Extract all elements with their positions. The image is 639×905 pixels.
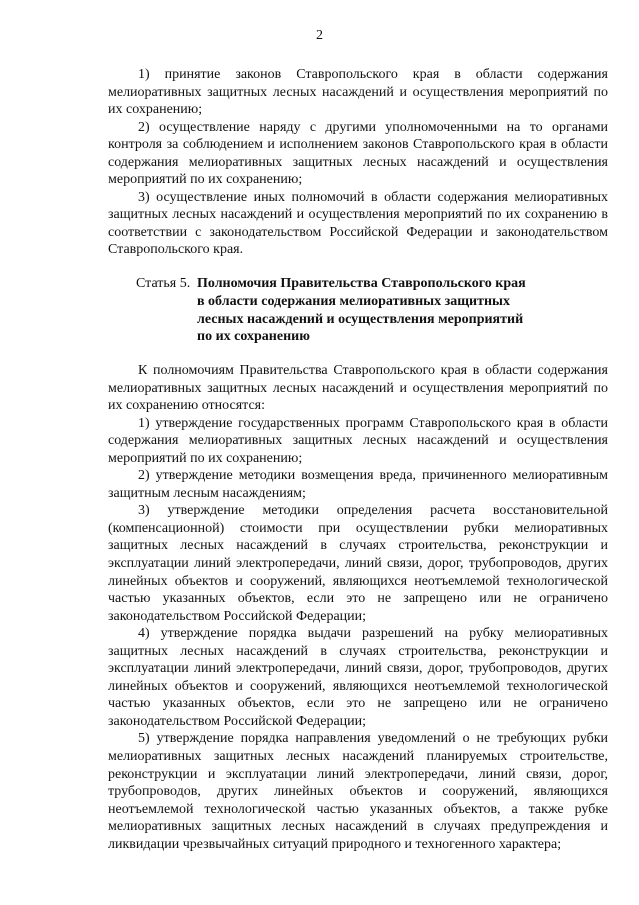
article-title-line: в области содержания мелиоративных защитных [197, 293, 510, 309]
paragraph-item-1: 1) принятие законов Ставропольского края в области содержания мелиоративных защитных лесных насаждений и осуществления мероприятий по их сохранению; [108, 67, 608, 118]
article-body [108, 362, 608, 853]
article-item-5: 5) утверждение порядка направления уведомлений о не требующих рубки мелиоративных защитных лесных насаждений планируемых строительстве, реконструкции и эксплуатации линий электропередачи, линий связи, дорог, трубопроводов, других линейных объектов и сооружений, являющихся неотъемлемой технологической частью указанных объектов, а также рубке мелиоративных защитных лесных насаждений в случаях предупреждения и ликвидации чрезвычайных ситуаций природного и техногенного характера; [108, 731, 608, 852]
article-intro-paragraph: К полномочиям Правительства Ставропольского края в области содержания мелиоративных защитных лесных насаждений и осуществления мероприятий по их сохранению относятся: [108, 363, 608, 414]
article-item-2: 2) утверждение методики возмещения вреда, причиненного мелиоративным защитным лесным насаждениям; [108, 468, 608, 501]
article-title [197, 275, 607, 346]
paragraph-item-3: 3) осуществление иных полномочий в области содержания мелиоративных защитных лесных насаждений и осуществления мероприятий по их сохранению в соответствии с законодательством Российской Федерации и законодательством Ставропольского края. [108, 189, 608, 258]
paragraph-item-2: 2) осуществление наряду с другими уполномоченными на то органами контроля за соблюдением и исполнением законов Ставропольского края в области содержания мелиоративных защитных лесных насаждений и осуществления мероприятий по их сохранению; [108, 119, 608, 188]
article-item-4: 4) утверждение порядка выдачи разрешений на рубку мелиоративных защитных лесных насаждений в случаях строительства, реконструкции и эксплуатации линий электропередачи, линий связи, дорог, трубопроводов, других линейных объектов и сооружений, являющихся неотъемлемой технологической частью указанных объектов, если это не запрещено или не ограничено законодательством Российской Федерации; [108, 626, 608, 729]
top-paragraph-list [108, 66, 608, 259]
article-item-1: 1) утверждение государственных программ Ставропольского края в области содержания мелиоративных защитных лесных насаждений и осуществления мероприятий по их сохранению; [108, 415, 608, 466]
article-title-line: по их сохранению [197, 329, 310, 345]
article-title-line: Полномочия Правительства Ставропольского края [197, 276, 526, 291]
page-number: 2 [316, 28, 323, 43]
article-label: Статья 5. [136, 276, 191, 291]
article-item-3: 3) утверждение методики определения расчета восстановительной (компенсационной) стоимости при осуществлении рубки мелиоративных защитных лесных насаждений в случаях строительства, реконструкции и эксплуатации линий электропередачи, линий связи, дорог, трубопроводов, других линейных объектов и сооружений, являющихся неотъемлемой технологической частью указанных объектов, если это не запрещено или не ограничено законодательством Российской Федерации; [108, 503, 608, 624]
article-title-line: лесных насаждений и осуществления мероприятий [197, 311, 524, 327]
